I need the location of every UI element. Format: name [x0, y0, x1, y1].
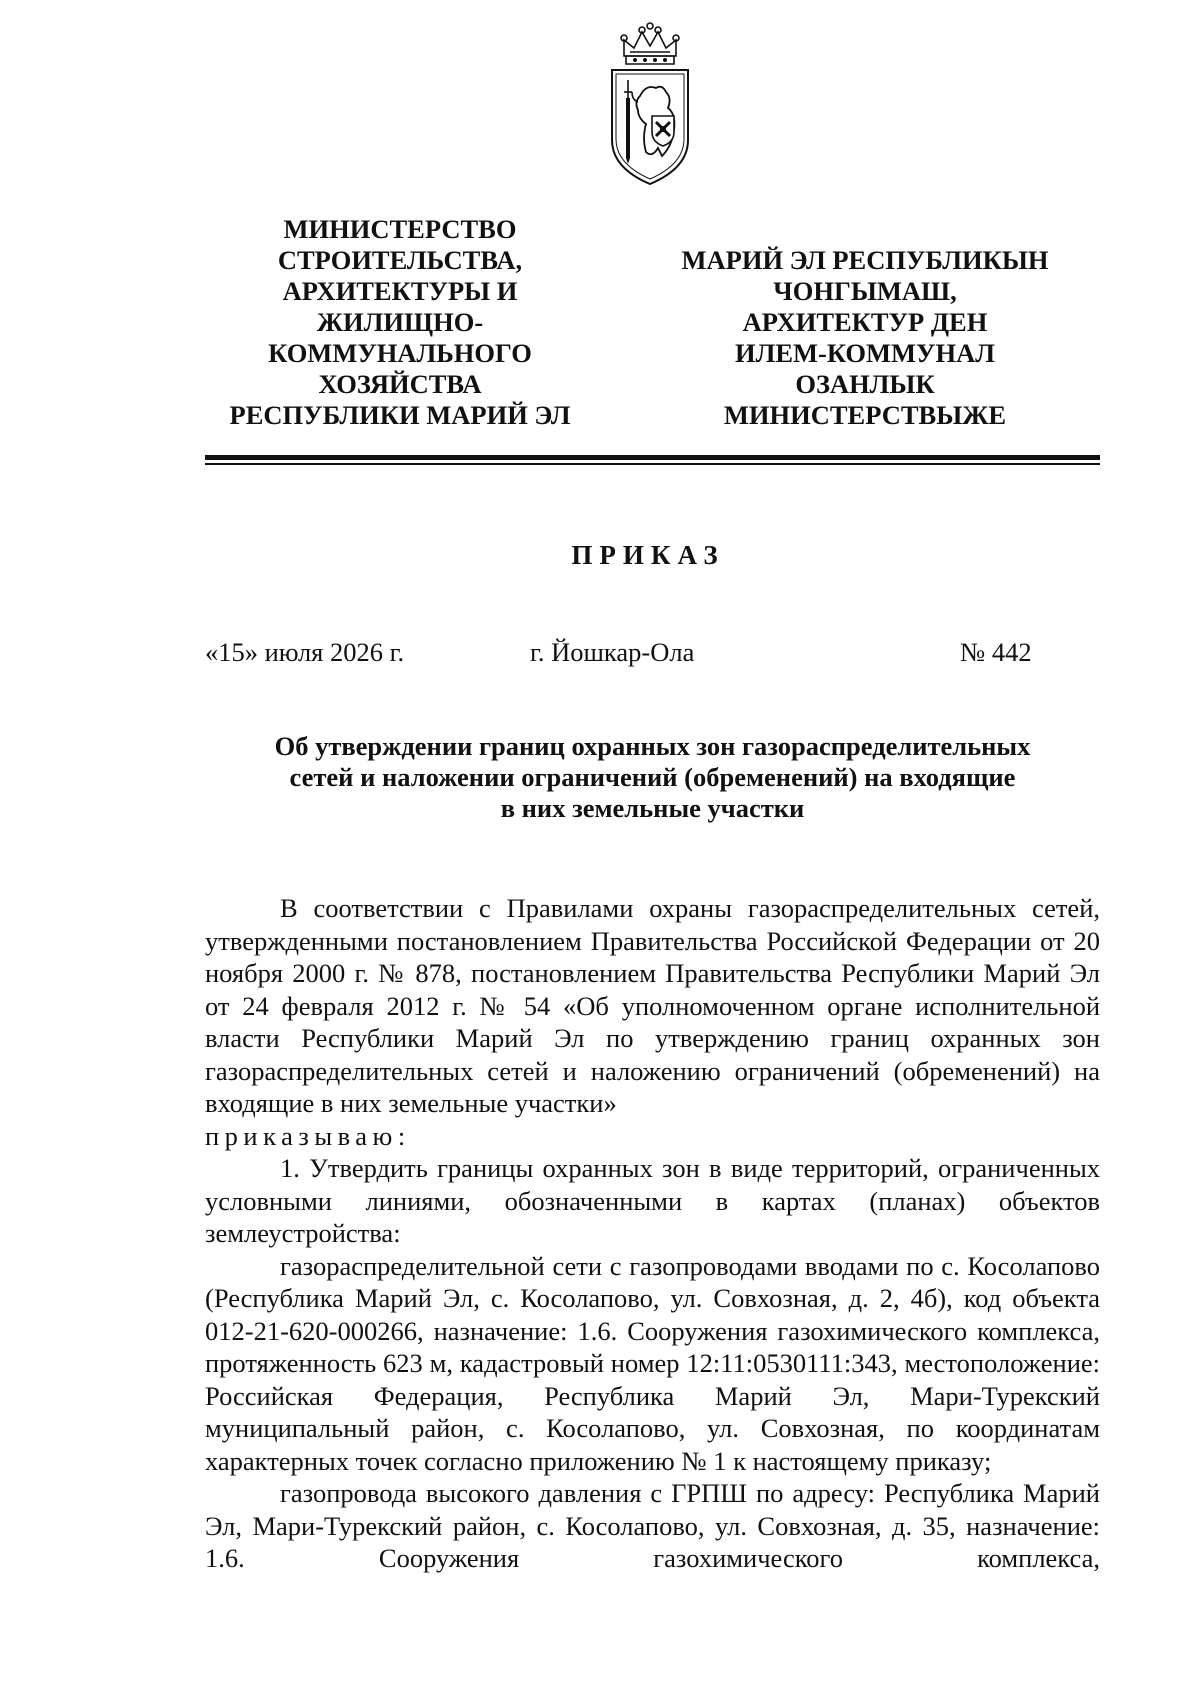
- item-1-paragraph: 1. Утвердить границы охранных зон в виде территорий, ограниченных условными линиями, обозначенными в картах (планах) объектов землеустройства:: [205, 1153, 1100, 1248]
- subject-line: в них земельные участки: [500, 793, 805, 823]
- header-right-line: МАРИЙ ЭЛ РЕСПУБЛИКЫН: [681, 245, 1049, 275]
- header-left-line: РЕСПУБЛИКИ МАРИЙ ЭЛ: [229, 400, 571, 430]
- header-right-line: ОЗАНЛЫК: [795, 369, 935, 399]
- document-type-title: ПРИКАЗ: [571, 540, 725, 570]
- order-word: приказываю:: [205, 1120, 411, 1151]
- item-1b-paragraph: газопровода высокого давления с ГРПШ по адресу: Республика Марий Эл, Мари-Турекский район, с. Косолапово, ул. Совхозная, д. 35, назначение: 1.6. Сооружения газохимического комплекса,: [205, 1478, 1100, 1573]
- header-left-line: ХОЗЯЙСТВА: [318, 369, 482, 399]
- subject-line: Об утверждении границ охранных зон газораспределительных: [274, 731, 1031, 761]
- order-date: «15» июля 2026 г.: [205, 637, 405, 667]
- header-right-line: ИЛЕМ-КОММУНАЛ: [734, 338, 995, 368]
- header-divider-thin: [205, 463, 1100, 465]
- header-left-line: КОММУНАЛЬНОГО: [268, 338, 532, 368]
- header-left-line: МИНИСТЕРСТВО: [283, 214, 517, 244]
- ministry-name-russian: [205, 214, 595, 431]
- header-left-line: СТРОИТЕЛЬСТВА,: [277, 245, 523, 275]
- order-subject: [205, 731, 1100, 824]
- subject-line: сетей и наложении ограничений (обременений) на входящие: [289, 762, 1016, 792]
- header-right-line: АРХИТЕКТУР ДЕН: [742, 307, 988, 337]
- ministry-name-mari: [675, 245, 1055, 431]
- header-left-line: ЖИЛИЩНО-: [316, 307, 484, 337]
- coat-of-arms-icon: [602, 18, 698, 186]
- item-1a-paragraph: газораспределительной сети с газопроводами вводами по с. Косолапово (Республика Марий Эл, с. Косолапово, ул. Совхозная, д. 2, 4б), код объекта 012-21-620-000266, назначение: 1.6. Сооружения газохимического комплекса, протяженность 623 м, кадастровый номер 12:11:0530111:343, местоположение: Российская Федерация, Республика Марий Эл, Мари-Турекский муниципальный район, с. Косолапово, ул. Совхозная, по координатам характерных точек согласно приложению № 1 к настоящему приказу;: [205, 1250, 1100, 1476]
- order-number: № 442: [960, 637, 1032, 667]
- header-right-line: ЧОНГЫМАШ,: [773, 276, 957, 306]
- order-city: г. Йошкар-Ола: [530, 637, 695, 667]
- header-left-line: АРХИТЕКТУРЫ И: [282, 276, 518, 306]
- header-right-line: МИНИСТЕРСТВЫЖЕ: [723, 400, 1007, 430]
- preamble-paragraph: В соответствии с Правилами охраны газораспределительных сетей, утвержденными постановлением Правительства Российской Федерации от 20 ноября 2000 г. № 878, постановлением Правительства Республики Марий Эл от 24 февраля 2012 г. № 54 «Об уполномоченном органе исполнительной власти Республики Марий Эл по утверждению границ охранных зон газораспределительных сетей и наложению ограничений (обременений) на входящие в них земельные участки»: [205, 893, 1100, 1118]
- order-body: [205, 892, 1100, 1575]
- header-divider-thick: [205, 455, 1100, 460]
